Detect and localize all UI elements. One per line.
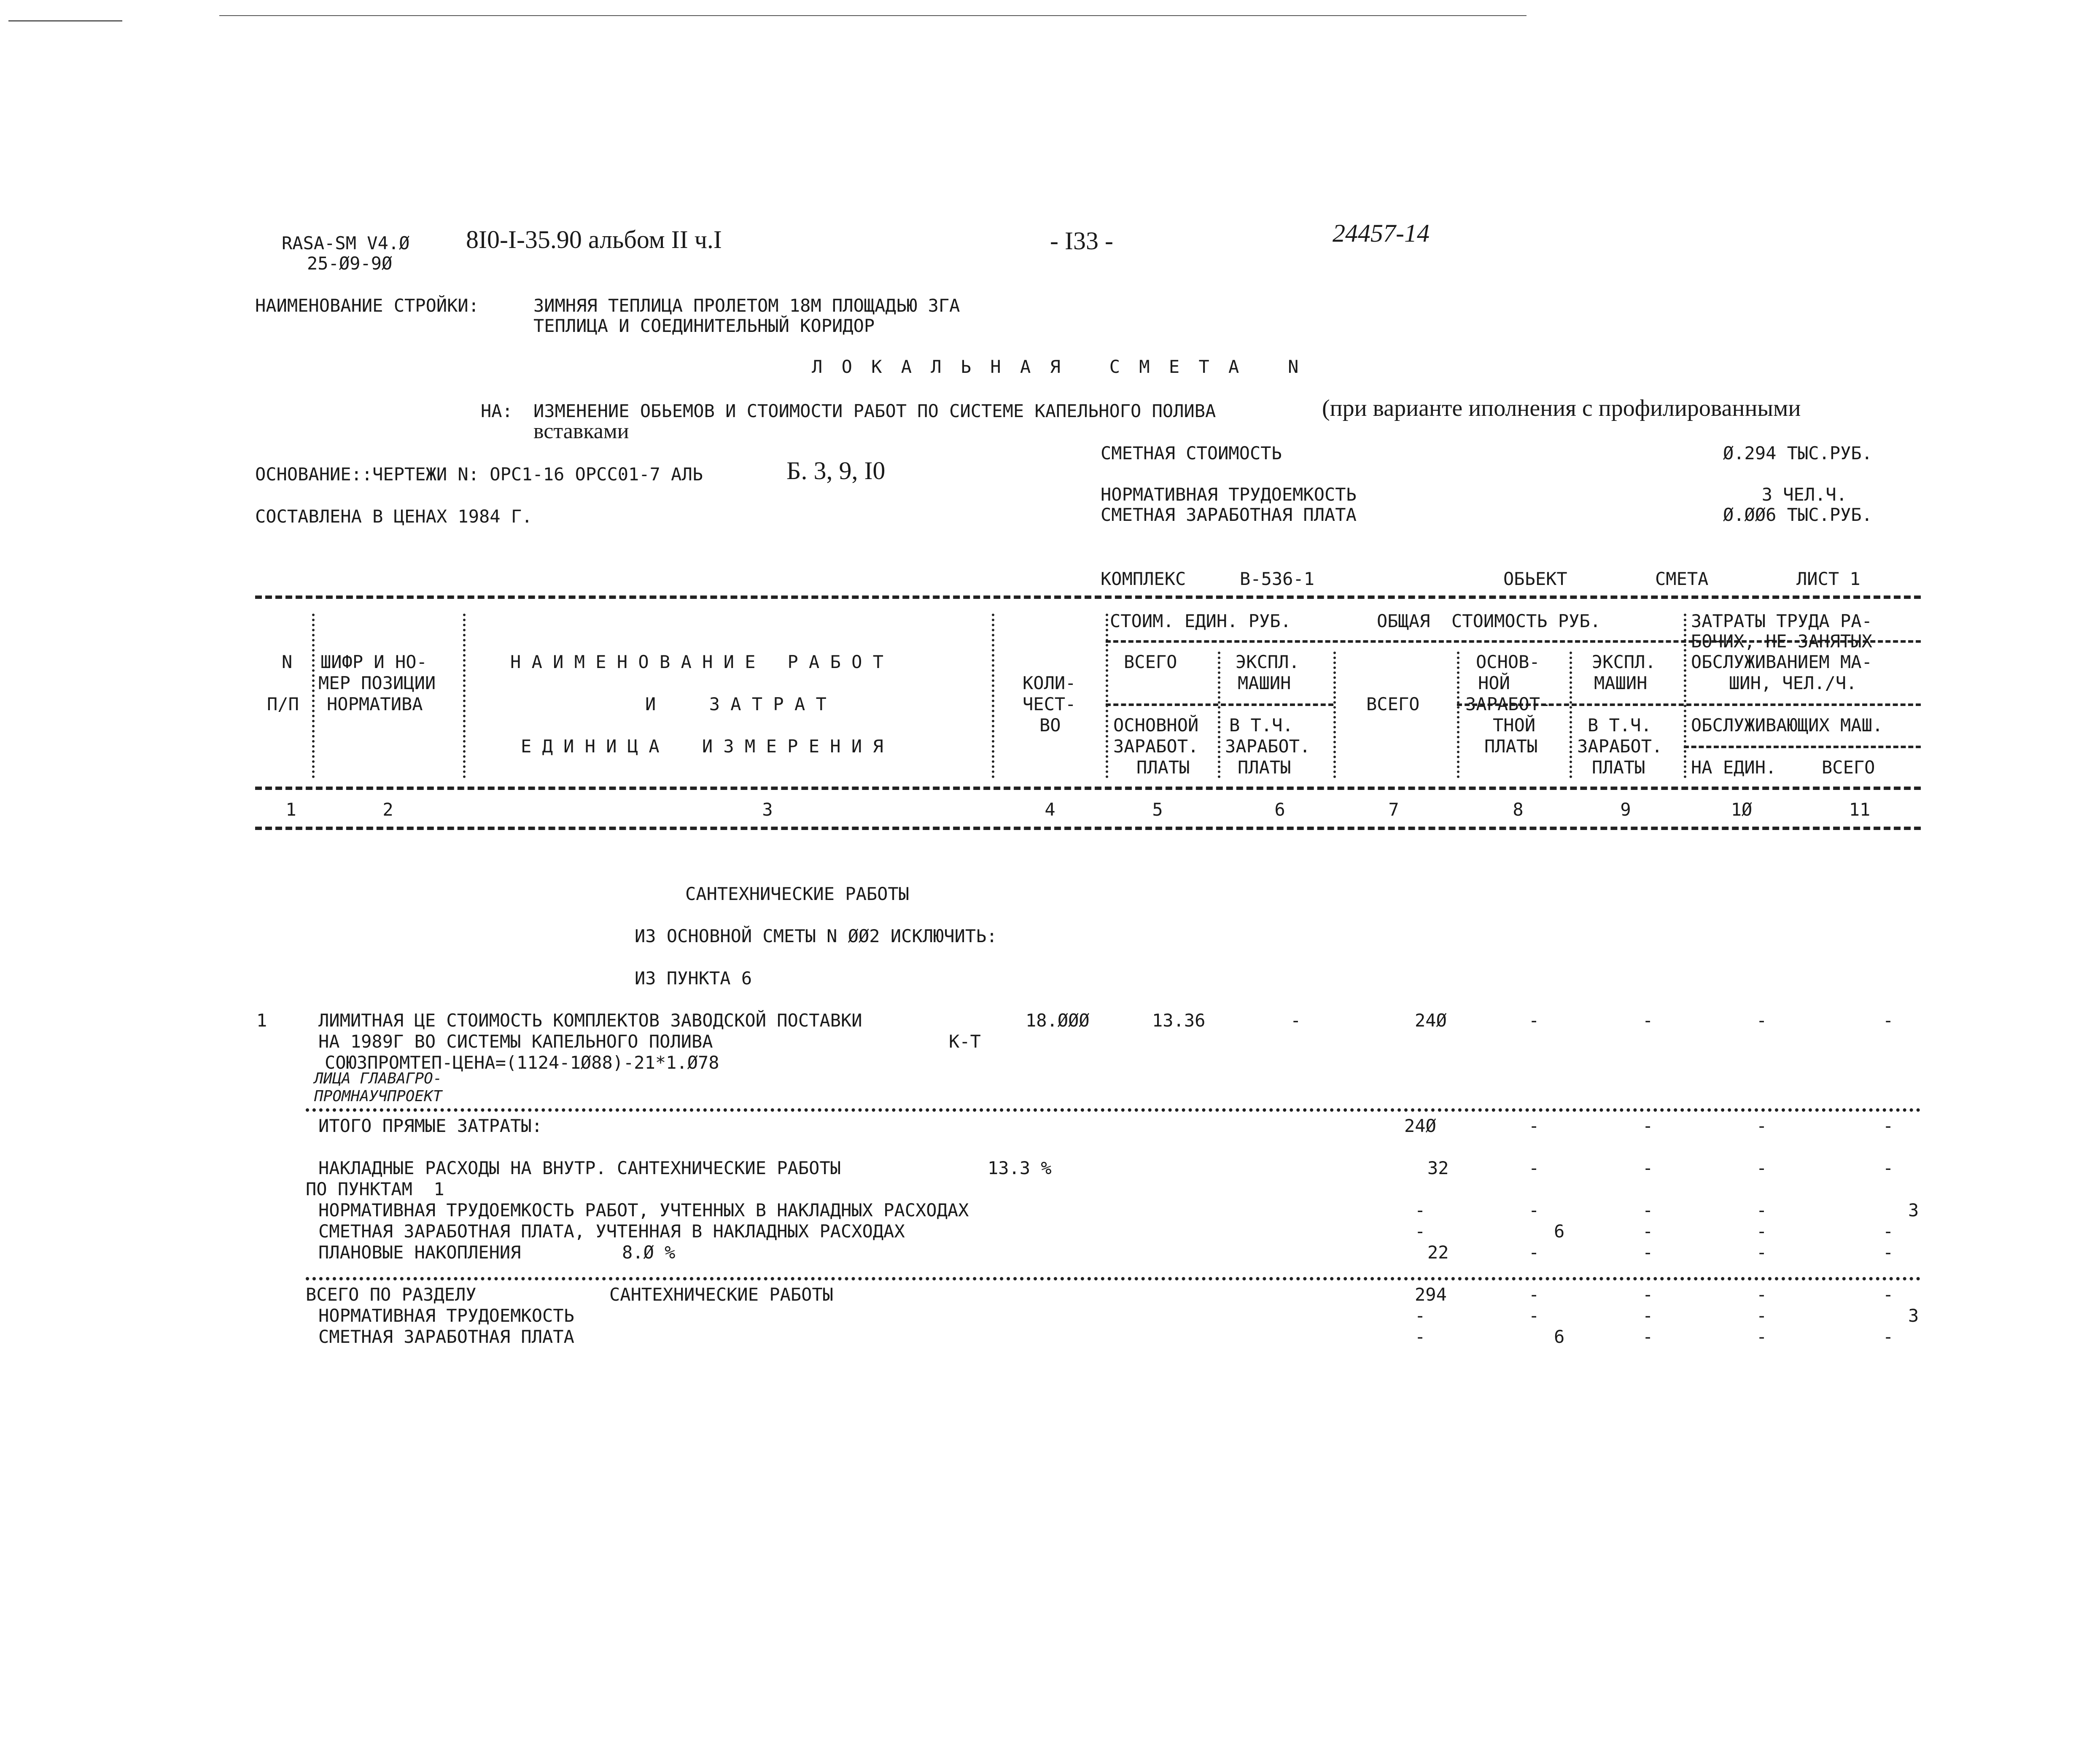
col-code-label-2: МЕР ПОЗИЦИИ bbox=[318, 673, 436, 693]
subject-line1: ИЗМЕНЕНИЕ ОБЬЕМОВ И СТОИМОСТИ РАБОТ ПО СИСТЕМЕ КАПЕЛЬНОГО ПОЛИВА bbox=[533, 401, 1216, 421]
prices-year: СОСТАВЛЕНА В ЦЕНАХ 1984 Г. bbox=[255, 506, 533, 527]
labor-intensity-value: 3 ЧЕЛ.Ч. bbox=[1761, 484, 1847, 505]
st-labor-c11: 3 bbox=[1908, 1305, 1919, 1326]
st-wage-c8: 6 bbox=[1554, 1326, 1565, 1347]
header-subrule bbox=[1684, 746, 1921, 748]
overhead-line2: ПО ПУНКТАМ 1 bbox=[306, 1179, 444, 1199]
item-line1: ЛИМИТНАЯ ЦЕ СТОИМОСТЬ КОМПЛЕКТОВ ЗАВОДСКОЙ ПОСТАВКИ bbox=[318, 1010, 862, 1031]
overhead-percent: 13.3 % bbox=[988, 1158, 1052, 1178]
col-sep bbox=[463, 614, 466, 778]
scan-line bbox=[8, 20, 122, 22]
col-number: 5 bbox=[1152, 799, 1163, 820]
basis-label: ОСНОВАНИЕ::ЧЕРТЕЖИ N: ОРС1-16 ОРСС01-7 АЛЬ bbox=[255, 464, 703, 485]
col-sep bbox=[1684, 614, 1686, 778]
st-c8: - bbox=[1529, 1284, 1540, 1305]
col-number: 8 bbox=[1513, 799, 1524, 820]
c10-label: НА ЕДИН. bbox=[1691, 757, 1777, 778]
c9-label-1: ЭКСПЛ. bbox=[1592, 652, 1656, 672]
col-sep bbox=[992, 614, 994, 778]
estimated-cost-value: Ø.294 ТЫС.РУБ. bbox=[1723, 443, 1872, 463]
r4-c8: 6 bbox=[1554, 1221, 1565, 1242]
c6-label-4: ЗАРАБОТ. bbox=[1225, 736, 1311, 757]
c8-label-2: НОЙ bbox=[1478, 673, 1510, 693]
table-rule-top bbox=[255, 595, 1921, 599]
col-code-label-1: ШИФР И НО- bbox=[320, 652, 427, 672]
wage-value: Ø.ØØ6 ТЫС.РУБ. bbox=[1723, 504, 1872, 525]
item-c10: - bbox=[1756, 1010, 1767, 1031]
col-number: 1 bbox=[285, 799, 296, 820]
col-number: 2 bbox=[382, 799, 393, 820]
total-cost-header: ОБЩАЯ СТОИМОСТЬ РУБ. bbox=[1377, 611, 1601, 631]
wage-label: СМЕТНАЯ ЗАРАБОТНАЯ ПЛАТА bbox=[1101, 504, 1357, 525]
header-subrule bbox=[1106, 703, 1333, 706]
col-number: 3 bbox=[762, 799, 773, 820]
c9-label-3: В Т.Ч. bbox=[1588, 715, 1652, 736]
col-code-label-3: НОРМАТИВА bbox=[327, 694, 423, 714]
overhead-c10: - bbox=[1756, 1158, 1767, 1178]
r3-c11: 3 bbox=[1908, 1200, 1919, 1221]
col-qty-label-3: ВО bbox=[1039, 715, 1061, 736]
col-sep bbox=[1457, 652, 1459, 778]
overhead-c11: - bbox=[1883, 1158, 1894, 1178]
r5-c8: - bbox=[1529, 1242, 1540, 1263]
c8-label-1: ОСНОВ- bbox=[1476, 652, 1540, 672]
r3-total: - bbox=[1415, 1200, 1426, 1221]
item-handwritten-2: ПРОМНАУЧПРОЕКТ bbox=[314, 1088, 442, 1105]
section-total-value: 294 bbox=[1415, 1284, 1447, 1305]
col-sep bbox=[312, 614, 315, 778]
st-wage-c11: - bbox=[1883, 1326, 1894, 1347]
c9-label-5: ПЛАТЫ bbox=[1592, 757, 1645, 778]
project-name-line1: ЗИМНЯЯ ТЕПЛИЦА ПРОЛЕТОМ 18М ПЛОЩАДЬЮ 3ГА bbox=[533, 295, 960, 316]
item-c8: - bbox=[1529, 1010, 1540, 1031]
r3-c10: - bbox=[1756, 1200, 1767, 1221]
col-name-label-2: И З А Т Р А Т bbox=[645, 694, 827, 714]
album-reference: 8I0-I-35.90 альбом II ч.I bbox=[466, 226, 722, 253]
st-c10: - bbox=[1756, 1284, 1767, 1305]
direct-c9: - bbox=[1642, 1116, 1653, 1136]
c7-label: ВСЕГО bbox=[1366, 694, 1420, 714]
item-line2: НА 1989Г ВО СИСТЕМЫ КАПЕЛЬНОГО ПОЛИВА bbox=[318, 1031, 713, 1052]
plan-percent: 8.Ø % bbox=[622, 1242, 676, 1263]
c5-label-2: ОСНОВНОЙ bbox=[1113, 715, 1199, 736]
r4-c9: - bbox=[1642, 1221, 1653, 1242]
item-c9: - bbox=[1642, 1010, 1653, 1031]
c5-label-1: ВСЕГО bbox=[1124, 652, 1177, 672]
col-number: 7 bbox=[1388, 799, 1399, 820]
direct-c11: - bbox=[1883, 1116, 1894, 1136]
print-date: 25-Ø9-9Ø bbox=[307, 253, 393, 274]
item-unit: К-Т bbox=[949, 1031, 981, 1052]
c8-label-4: ТНОЙ bbox=[1493, 715, 1536, 736]
overhead-line4: СМЕТНАЯ ЗАРАБОТНАЯ ПЛАТА, УЧТЕННАЯ В НАКЛАДНЫХ РАСХОДАХ bbox=[318, 1221, 905, 1242]
direct-c8: - bbox=[1529, 1116, 1540, 1136]
item-total: 24Ø bbox=[1415, 1010, 1447, 1031]
col-name-label-1: Н А И М Е Н О В А Н И Е Р А Б О Т bbox=[510, 652, 884, 672]
r4-total: - bbox=[1415, 1221, 1426, 1242]
st-wage-c9: - bbox=[1642, 1326, 1653, 1347]
from-item-note: ИЗ ПУНКТА 6 bbox=[635, 968, 752, 989]
table-rule-mid bbox=[255, 787, 1921, 790]
project-label: НАИМЕНОВАНИЕ СТРОЙКИ: bbox=[255, 295, 479, 316]
st-c11: - bbox=[1883, 1284, 1894, 1305]
c9-label-4: ЗАРАБОТ. bbox=[1577, 736, 1663, 757]
subject-handwritten-1: (при варианте иполнения с профилированными bbox=[1322, 395, 1801, 421]
col-number: 4 bbox=[1045, 799, 1055, 820]
item-qty: 18.ØØØ bbox=[1026, 1010, 1090, 1031]
r3-c8: - bbox=[1529, 1200, 1540, 1221]
col-n-label: N bbox=[282, 652, 293, 672]
st-labor-c9: - bbox=[1642, 1305, 1653, 1326]
r4-c11: - bbox=[1883, 1221, 1894, 1242]
program-version: RASA-SM V4.Ø bbox=[282, 233, 410, 253]
col-n-label-2: П/П bbox=[267, 694, 299, 714]
labor-intensity-label: НОРМАТИВНАЯ ТРУДОЕМКОСТЬ bbox=[1101, 484, 1357, 505]
subject-handwritten-2: вставками bbox=[533, 419, 629, 443]
object-label: ОБЬЕКТ bbox=[1503, 569, 1567, 589]
col-number: 1Ø bbox=[1731, 799, 1753, 820]
col-sep bbox=[1570, 652, 1572, 778]
c6-label-2: МАШИН bbox=[1238, 673, 1291, 693]
dotted-rule bbox=[306, 1277, 1921, 1280]
r4-c10: - bbox=[1756, 1221, 1767, 1242]
st-labor-c10: - bbox=[1756, 1305, 1767, 1326]
st-labor-label: НОРМАТИВНАЯ ТРУДОЕМКОСТЬ bbox=[318, 1305, 574, 1326]
overhead-c8: - bbox=[1529, 1158, 1540, 1178]
col-number: 6 bbox=[1274, 799, 1285, 820]
c5-label-3: ЗАРАБОТ. bbox=[1113, 736, 1199, 757]
overhead-line3: НОРМАТИВНАЯ ТРУДОЕМКОСТЬ РАБОТ, УЧТЕННЫХ В НАКЛАДНЫХ РАСХОДАХ bbox=[318, 1200, 969, 1221]
st-labor-c7: - bbox=[1415, 1305, 1426, 1326]
scan-line bbox=[219, 15, 1527, 16]
unit-cost-header: СТОИМ. ЕДИН. РУБ. bbox=[1110, 611, 1291, 631]
col-number: 11 bbox=[1849, 799, 1871, 820]
section-total-label: ВСЕГО ПО РАЗДЕЛУ bbox=[306, 1284, 477, 1305]
project-name-line2: ТЕПЛИЦА И СОЕДИНИТЕЛЬНЫЙ КОРИДОР bbox=[533, 315, 875, 336]
dotted-rule bbox=[306, 1108, 1921, 1112]
col-sep bbox=[1218, 652, 1220, 778]
r5-c11: - bbox=[1883, 1242, 1894, 1263]
st-c9: - bbox=[1642, 1284, 1653, 1305]
sheet-label: ЛИСТ 1 bbox=[1796, 569, 1860, 589]
c11-label: ВСЕГО bbox=[1822, 757, 1875, 778]
subject-label: НА: bbox=[481, 401, 513, 421]
basis-handwritten: Б. 3, 9, I0 bbox=[786, 457, 886, 485]
c8-label-5: ПЛАТЫ bbox=[1484, 736, 1538, 757]
c8-label-3: ЗАРАБОТ- bbox=[1465, 694, 1551, 714]
labor-header-4: ШИН, ЧЕЛ./Ч. bbox=[1729, 673, 1857, 693]
labor-header-2: БОЧИХ, НЕ ЗАНЯТЫХ bbox=[1691, 631, 1872, 652]
overhead-line1: НАКЛАДНЫЕ РАСХОДЫ НА ВНУТР. САНТЕХНИЧЕСКИЕ РАБОТЫ bbox=[318, 1158, 841, 1178]
row-number: 1 bbox=[256, 1010, 267, 1031]
machines-label: ОБСЛУЖИВАЮЩИХ МАШ. bbox=[1691, 715, 1883, 736]
c6-label-1: ЭКСПЛ. bbox=[1236, 652, 1300, 672]
overhead-total: 32 bbox=[1427, 1158, 1449, 1178]
section-total-name: САНТЕХНИЧЕСКИЕ РАБОТЫ bbox=[609, 1284, 834, 1305]
exclude-note: ИЗ ОСНОВНОЙ СМЕТЫ N ØØ2 ИСКЛЮЧИТЬ: bbox=[635, 926, 997, 946]
estimated-cost-label: СМЕТНАЯ СТОИМОСТЬ bbox=[1101, 443, 1282, 463]
item-unit-mach: - bbox=[1290, 1010, 1301, 1031]
r5-c10: - bbox=[1756, 1242, 1767, 1263]
handwritten-code: 24457-14 bbox=[1333, 219, 1430, 247]
section-title: САНТЕХНИЧЕСКИЕ РАБОТЫ bbox=[685, 884, 910, 904]
complex-value: В-536-1 bbox=[1240, 569, 1315, 589]
col-sep bbox=[1333, 652, 1336, 778]
r5-total: 22 bbox=[1427, 1242, 1449, 1263]
direct-costs-total: 24Ø bbox=[1404, 1116, 1436, 1136]
labor-header-1: ЗАТРАТЫ ТРУДА РА- bbox=[1691, 611, 1872, 631]
overhead-line5: ПЛАНОВЫЕ НАКОПЛЕНИЯ bbox=[318, 1242, 521, 1263]
labor-header-3: ОБСЛУЖИВАНИЕМ МА- bbox=[1691, 652, 1872, 672]
table-rule-bottom bbox=[255, 827, 1921, 830]
direct-costs-label: ИТОГО ПРЯМЫЕ ЗАТРАТЫ: bbox=[318, 1116, 543, 1136]
direct-c10: - bbox=[1756, 1116, 1767, 1136]
st-labor-c8: - bbox=[1529, 1305, 1540, 1326]
c9-label-2: МАШИН bbox=[1594, 673, 1648, 693]
item-line3: СОЮЗПРОМТЕП-ЦЕНА=(1124-1Ø88)-21*1.Ø78 bbox=[325, 1052, 719, 1073]
st-wage-label: СМЕТНАЯ ЗАРАБОТНАЯ ПЛАТА bbox=[318, 1326, 574, 1347]
c6-label-5: ПЛАТЫ bbox=[1238, 757, 1291, 778]
item-handwritten-1: ЛИЦА ГЛАВАГРО- bbox=[314, 1070, 442, 1087]
smeta-label: СМЕТА bbox=[1655, 569, 1709, 589]
document-title: Л О К А Л Ь Н А Я С М Е Т А N bbox=[812, 356, 1303, 377]
r3-c9: - bbox=[1642, 1200, 1653, 1221]
item-unit-total: 13.36 bbox=[1152, 1010, 1206, 1031]
page-number: - I33 - bbox=[1050, 227, 1113, 255]
st-wage-c10: - bbox=[1756, 1326, 1767, 1347]
col-sep bbox=[1106, 614, 1108, 778]
complex-label: КОМПЛЕКС bbox=[1101, 569, 1186, 589]
col-qty-label-2: ЧЕСТ- bbox=[1023, 694, 1076, 714]
overhead-c9: - bbox=[1642, 1158, 1653, 1178]
col-qty-label-1: КОЛИ- bbox=[1023, 673, 1076, 693]
col-name-label-3: Е Д И Н И Ц А И З М Е Р Е Н И Я bbox=[521, 736, 883, 757]
st-wage-c7: - bbox=[1415, 1326, 1426, 1347]
c6-label-3: В Т.Ч. bbox=[1229, 715, 1293, 736]
c5-label-4: ПЛАТЫ bbox=[1136, 757, 1190, 778]
item-c11: - bbox=[1883, 1010, 1894, 1031]
r5-c9: - bbox=[1642, 1242, 1653, 1263]
col-number: 9 bbox=[1620, 799, 1631, 820]
